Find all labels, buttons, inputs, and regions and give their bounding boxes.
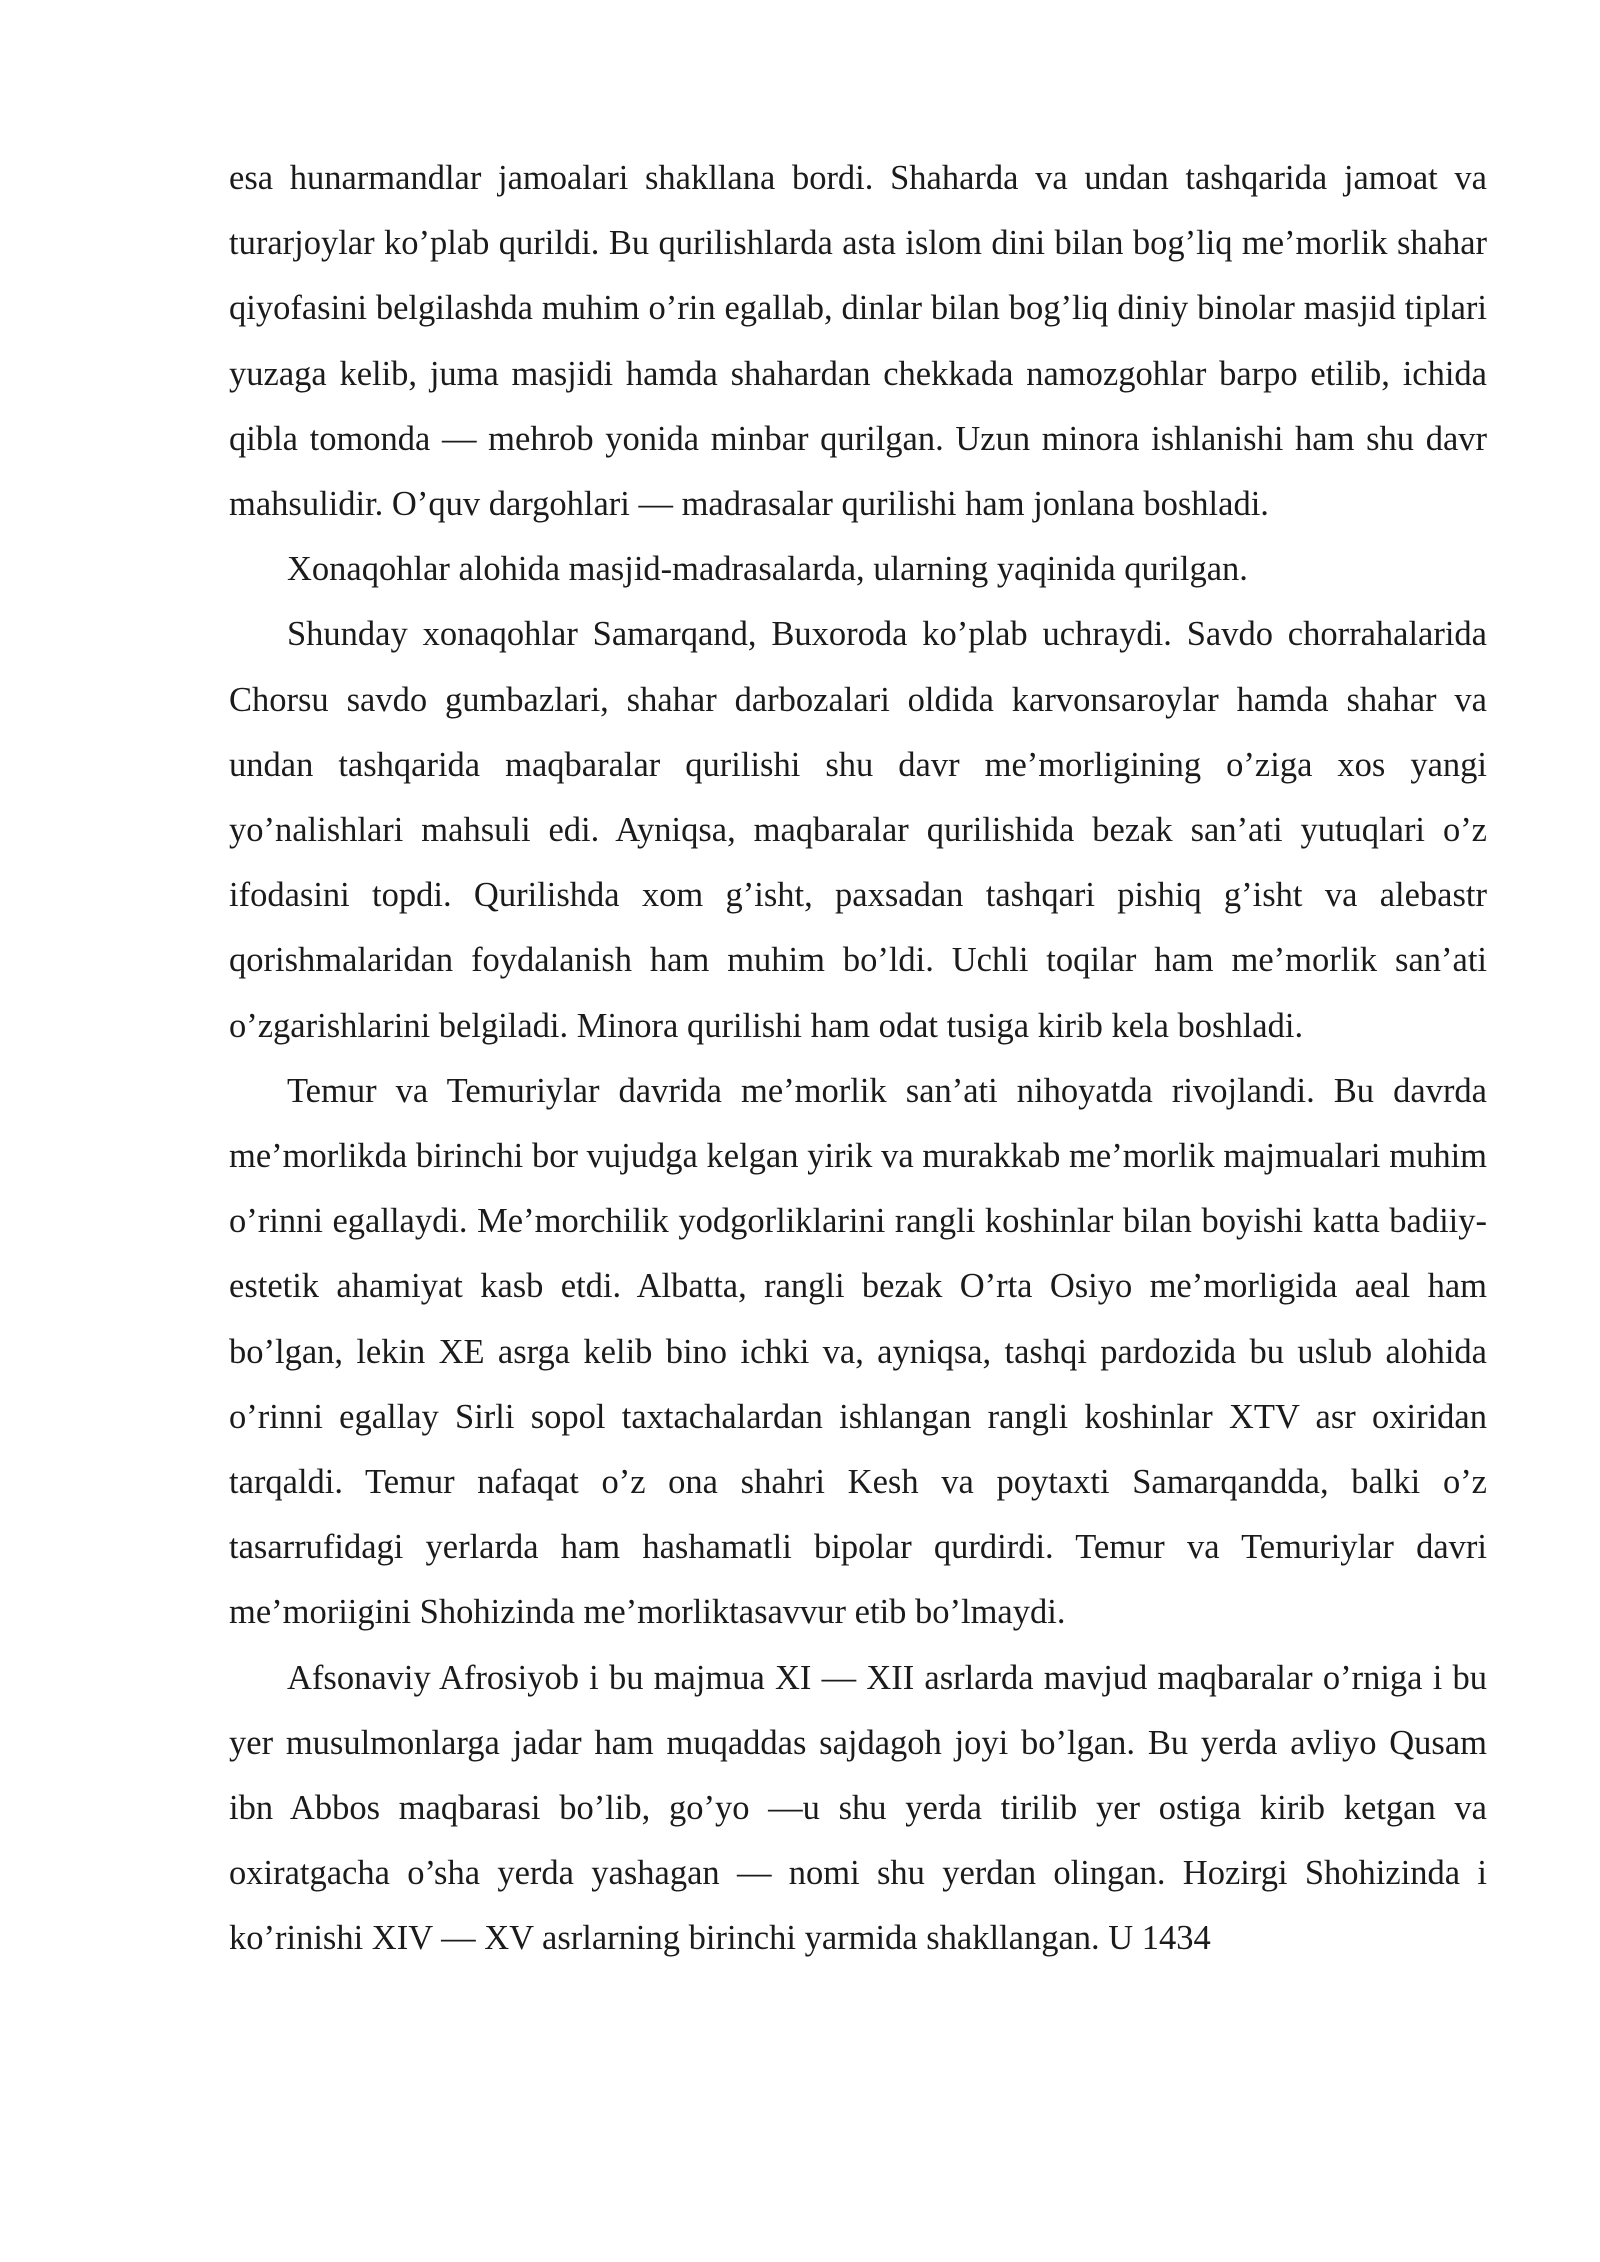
document-body [229,146,1487,1972]
paragraph-shunday-xonaqohlar: Shunday xonaqohlar Samarqand, Buxoroda ko’plab uchraydi. Savdo chorrahalarida Chorsu savdo gumbazlari, shahar darbozalari oldida karvonsaroylar hamda shahar va undan tashqarida maqbaralar qurilishi shu davr me’morligining o’ziga xos yangi yo’nalishlari mahsuli edi. Ayniqsa, maqbaralar qurilishida bezak san’ati yutuqlari o’z ifodasini topdi. Qurilishda xom g’isht, paxsadan tashqari pishiq g’isht va alebastr qorishmalaridan foydalanish ham muhim bo’ldi. Uchli toqilar ham me’morlik san’ati o’zgarishlarini belgiladi. Minora qurilishi ham odat tusiga kirib kela boshladi. [229,615,1487,1045]
paragraph-continuation: esa hunarmandlar jamoalari shakllana bordi. Shaharda va undan tashqarida jamoat va turarjoylar ko’plab qurildi. Bu qurilishlarda asta islom dini bilan bog’liq me’morlik shahar qiyofasini belgilashda muhim o’rin egallab, dinlar bilan bog’liq diniy binolar masjid tiplari yuzaga kelib, juma masjidi hamda shahardan chekkada namozgohlar barpo etilib, ichida qibla tomonda — mehrob yonida minbar qurilgan. Uzun minora ishlanishi ham shu davr mahsulidir. O’quv dargohlari — madrasalar qurilishi ham jonlana boshladi. [229,159,1487,524]
paragraph-xonaqohlar: Xonaqohlar alohida masjid-madrasalarda, ularning yaqinida qurilgan. [287,550,1248,589]
paragraph-afrosiyob: Afsonaviy Afrosiyob i bu majmua XI — XII asrlarda mavjud maqbaralar o’rniga i bu yer musulmonlarga jadar ham muqaddas sajdagoh joyi bo’lgan. Bu yerda avliyo Qusam ibn Abbos maqbarasi bo’lib, go’yo —u shu yerda tirilib yer ostiga kirib ketgan va oxiratgacha o’sha yerda yashagan — nomi shu yerdan olingan. Hozirgi Shohizinda i ko’rinishi XIV — XV asrlarning birinchi yarmida shakllangan. U 1434 [229,1658,1487,1958]
paragraph-temur-davri: Temur va Temuriylar davrida me’morlik san’ati nihoyatda rivojlandi. Bu davrda me’morlikda birinchi bor vujudga kelgan yirik va murakkab me’morlik majmualari muhim o’rinni egallaydi. Me’morchilik yodgorliklarini rangli koshinlar bilan boyishi katta badiiy-estetik ahamiyat kasb etdi. Albatta, rangli bezak O’rta Osiyo me’morligida aeal ham bo’lgan, lekin XE asrga kelib bino ichki va, ayniqsa, tashqi pardozida bu uslub alohida o’rinni egallay Sirli sopol taxtachalardan ishlangan rangli koshinlar XTV asr oxiridan tarqaldi. Temur nafaqat o’z ona shahri Kesh va poytaxti Samarqandda, balki o’z tasarrufidagi yerlarda ham hashamatli bipolar qurdirdi. Temur va Temuriylar davri me’moriigini Shohizinda me’morliktasavvur etib bo’lmaydi. [229,1071,1487,1632]
